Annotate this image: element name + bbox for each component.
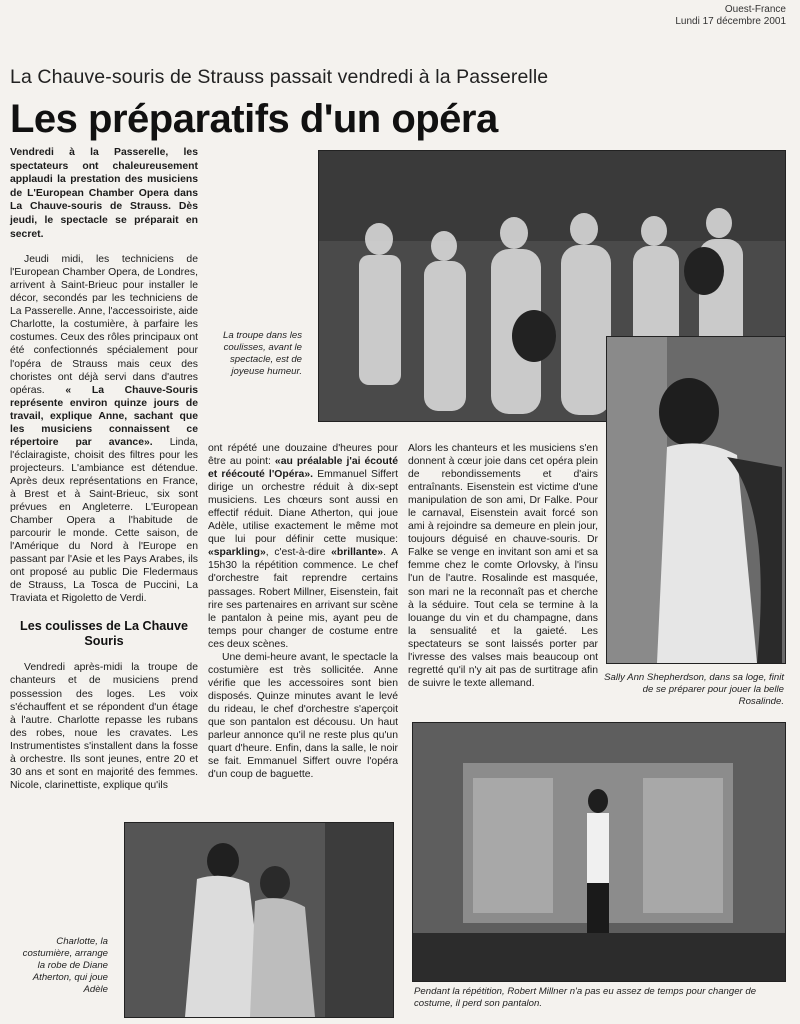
col3-paragraph: Alors les chanteurs et les musiciens s'en donnent à cœur joie dans cet opéra plein de rebondissements et d'airs entraînants. Eisenstein est victime d'une manipulation de son ami, Dr Falke. Pour le carnaval, Eisenstein avait forcé son ami à rejoindre sa demeure en plein jour, toujours déguisé en chauve-souris. Dr Falke se venge en invitant son ami et sa femme chez le comte Orlovsky, à l'insu l'un de l'autre. Rosalinde est masquée, son mari ne la reconnaît pas et cherche à la séduire. Tout cela se termine à la louange du vin et du champagne, dans la sensualité et la gaieté. Les spectateurs se sont laissés porter par l'ivresse des valses mais beaucoup ont regretté qu'il n'y ait pas de surtitrage afin de suivre le texte allemand. (408, 443, 598, 689)
col2-quote: «au préalable j'ai écouté et réécouté l'Opéra». (208, 456, 398, 481)
column-1 (10, 146, 198, 792)
lead-paragraph: Vendredi à la Passerelle, les spectateurs ont chaleureusement applaudi la prestation des musiciens de L'European Chamber Opera dans La Chauve-souris de Strauss. Dès jeudi, le spectacle se préparait en secret. (10, 147, 198, 240)
col2-paragraph-2: Une demi-heure avant, le spectacle la costumière est très sollicitée. Anne vérifie que les accessoires sont bien disposés. Quinze minutes avant le levé du rideau, le chef d'orchestre s'aperçoit que son pantalon est décousu. Un haut parleur annonce qu'il ne reste plus qu'un quart d'heure. Enfin, dans la salle, le noir se fait. Emmanuel Siffert ouvre l'opéra d'un coup de baguette. (208, 651, 398, 781)
sally-caption: Sally Ann Shepherdson, dans sa loge, finit de se préparer pour jouer la belle Rosalinde. (604, 672, 784, 707)
col2-text: ont répété une douzaine d'heures pour être au point: (208, 443, 398, 468)
publication-date: Lundi 17 décembre 2001 (675, 16, 786, 27)
portrait-photo-icon (606, 336, 786, 664)
col2-quote-2: «sparkling» (208, 547, 266, 559)
col1-text-end: Linda, l'éclairagiste, choisit des filtres pour les projecteurs. L'ambiance est détendue. Après deux représentations en France, à Brest et à Saint-Brieuc, six sont prévues en Angleterre. L'European Chamber Opera a l'habitude de parcourir le monde. Cette saison, de l'Amérique du Nord à l'Europe en passant par l'Asie et les Pays Arabes, ils ont proposé au public Die Fledermaus de Strauss, La Tosca de Puccini, La Traviata et Rigoletto de Verdi. (10, 436, 199, 605)
supertitle: La Chauve-souris de Strauss passait vendredi à la Passerelle (10, 66, 549, 88)
charlotte-caption: Charlotte, la costumière, arrange la robe de Diane Atherton, qui joue Adèle (22, 936, 108, 995)
stage-photo-icon (412, 722, 786, 982)
costume-photo-icon (124, 822, 394, 1018)
source-line (675, 4, 786, 28)
col2-quote-3: «brillante» (331, 547, 384, 559)
col1-quote: « La Chauve-Souris représente environ quinze jours de travail, explique Anne, sachant que les musiciens connaissent ce répertoire par avance». (10, 384, 198, 448)
headline: Les préparatifs d'un opéra (10, 97, 498, 141)
col2-text-mid2: , c'est-à-dire (265, 547, 326, 559)
section-subheading: Les coulisses de La Chauve Souris (20, 619, 188, 649)
col2-text-mid: Emmanuel Siffert dirige un orchestre réduit à dix-sept musiciens. Les chœurs sont aussi en effectif réduit. Diane Atherton, qui joue Adèle, utilise exactement le même mot que lui pour définir cette musique: (208, 469, 398, 546)
repetition-caption: Pendant la répétition, Robert Millner n'a pas eu assez de temps pour changer de costume, il perd son pantalon. (414, 986, 757, 1009)
col2-paragraph (208, 442, 398, 651)
body-paragraph-2: Vendredi après-midi la troupe de chanteurs et de musiciens prend possession des loges. Les voix s'échauffent et se répondent d'un étage à l'autre. Charlotte repasse les rubans des robes, noue les cravates. Les Instrumentistes s'installent dans la fosse à orchestre. Ils sont jeunes, entre 20 et 30 ans et sont en majorité des femmes. Nicole, clarinettiste, explique qu'ils (10, 662, 198, 791)
col2-text-end: . A 15h30 la répétition commence. Le chef d'orchestre fait reprendre certains passages. Robert Millner, Eisenstein, fait rire ses partenaires en arrivant sur scène le pantalon à peine mis, ayant peu de temps pour changer de costume entre ces deux scènes. (208, 547, 399, 650)
publication-name: Ouest-France (724, 4, 786, 15)
body-paragraph (10, 253, 198, 605)
col1-text: Jeudi midi, les techniciens de l'European Chamber Opera, de Londres, arrivent à Saint-Brieuc pour installer le décor, secondés par les techniciens de La Passerelle. Anne, l'accessoiriste, aide Charlotte, la costumière, à parfaire les costumes. Ceux des rôles principaux ont été confectionnés spécialement pour l'opéra de Strauss mais ceux des choristes ont déjà servi dans d'autres opéras. (10, 254, 198, 396)
column-2 (208, 442, 398, 781)
column-3 (408, 442, 598, 690)
troupe-caption: La troupe dans les coulisses, avant le spectacle, est de joyeuse humeur. (223, 330, 302, 377)
